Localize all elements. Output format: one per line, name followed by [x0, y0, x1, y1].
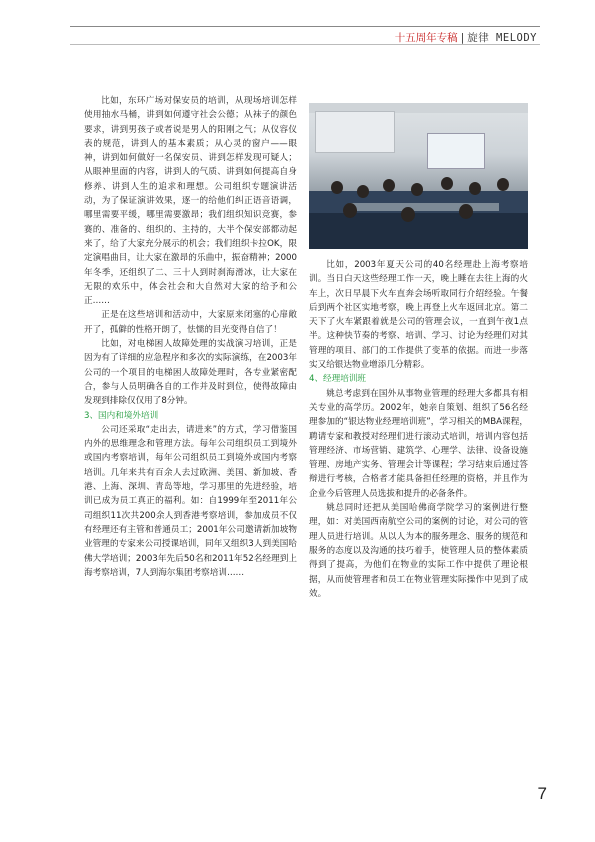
training-meeting-photo: [309, 103, 528, 249]
photo-projection-screen: [427, 133, 485, 169]
paragraph: 比如，东环广场对保安员的培训，从现场培训怎样使用抽水马桶，讲到如何遵守社会公德；从袜子的颜色要求，讲到男孩子或者说是男人的阳刚之气；从仪容仪表的规范，讲到人的基本素质；从心灵的窗户——眼神，讲到如何做好一名保安员、讲到怎样发现可疑人；从眼神里面的内容，讲到人的气质、讲到如何提高自身修养、讲到人生的追求和理想。公司组织专题演讲活动，为了保证演讲效果，逐一的给他们纠正语音语调，哪里需要平缓，哪里需要激昂；我们组织知识竞赛，参赛的、准备的、组织的、主持的，大半个保安部都动起来了，给了大家充分展示的机会；我们组织卡拉OK，限定演唱曲目，让大家在激昂的乐曲中，振奋精神；2000年冬季，还组织了二、三十人到时刹海滑冰，让大家在无限的欢乐中，体会社会和大自然对大家的给予和公正……: [84, 96, 297, 307]
subheading: 4、经理培训班: [309, 374, 367, 385]
photo-person: [343, 203, 357, 218]
photo-person: [459, 204, 473, 219]
left-column: [84, 94, 297, 580]
photo-person: [497, 178, 509, 191]
photo-person: [441, 177, 453, 190]
subheading: 3、国内和境外培训: [84, 410, 159, 421]
paragraph: 公司还采取“走出去，请进来”的方式，学习借鉴国内外的思维理念和管理方法。每年公司组织员工到境外或国内考察培训，每年公司组织员工到境外或国内考察培训。几年来共有百余人去过欧洲、美国、新加坡、香港、上海、深圳、青岛等地，学习那里的先进经验，培训已成为员工真正的福利。如：自1999年至2011年公司组织11次共200余人到香港考察培训，参加成员不仅有经理还有主管和普通员工；2001年公司邀请新加坡物业管理的专家来公司授课培训，同年又组织3人到美国哈佛大学培训；2003年先后50名和2011年52名经理到上海考察培训，7人到海尔集团考察培训……: [84, 424, 297, 578]
photo-person: [401, 207, 415, 222]
right-column: [309, 258, 528, 601]
photo-window: [315, 111, 395, 153]
header-separator: |: [460, 32, 465, 44]
paragraph: 比如，对电梯困人故障处理的实战演习培训，正是因为有了详细的应急程序和多次的实际演练，在2003年公司的一个项目的电梯困人故障处理时，各专业紧密配合，参与人员明确各自的工作并及时到位，使得故障由发现到排除仅仅用了8分钟。: [84, 339, 297, 407]
photo-audience-front: [309, 213, 528, 249]
paragraph: 姚总考虑到在国外从事物业管理的经理大多都具有相关专业的高学历。2002年，她亲自策划、组织了56名经理参加的“银达物业经理培训班”，学习相关的MBA课程，聘请专家和教授对经理们进行滚动式培训，培训内容包括管理经济、市场营销、建筑学、心理学、法律、设备设施管理、房地产实务、管理会计等课程；学习结束后通过答辩进行考核，合格者才能具备担任经理的资格，并且作为企业今后管理人员选拔和提升的必备条件。: [309, 388, 528, 499]
magazine-name: 旋律 MELODY: [467, 32, 537, 44]
photo-person: [331, 181, 343, 194]
paragraph: 正是在这些培训和活动中，大家原来闭塞的心扉敞开了，孤僻的性格开朗了，怯懦的目光变得自信了！: [84, 310, 297, 335]
photo-person: [469, 182, 481, 195]
photo-desk: [349, 203, 499, 211]
header-top-rule: [70, 26, 540, 27]
header-bottom-rule: [70, 44, 540, 45]
paragraph: 比如，2003年夏天公司的40名经理赴上海考察培训。当日白天这些经理工作一天，晚上睡在去往上海的火车上，次日早晨下火车直奔会场听取同行介绍经验。午餐后到两个社区实地考察，晚上再登上火车返回北京。第二天下了火车紧跟着就是公司的管理会议，一直到午夜1点半。这种快节奏的考察、培训、学习、讨论为经理们对其管理的项目、部门的工作提供了变革的依据。而进一步落实又给银达物业增添几分精彩。: [309, 260, 528, 371]
photo-person: [383, 179, 395, 192]
photo-person: [411, 183, 423, 196]
paragraph: 姚总同时还把从美国哈佛商学院学习的案例进行整理，如：对美国西南航空公司的案例的讨论，对公司的管理人员进行培训。从以人为本的服务理念、服务的规范和服务的态度以及沟通的技巧着手，使管理人员的整体素质得到了提高，为他们在物业的实际工作中提供了理论根据，从而使管理者和员工在物业管理实际操作中见到了成效。: [309, 503, 528, 599]
running-header: [395, 30, 537, 45]
page-number: 7: [537, 784, 547, 803]
section-title: 十五周年专稿: [394, 32, 458, 44]
photo-person: [357, 185, 369, 198]
